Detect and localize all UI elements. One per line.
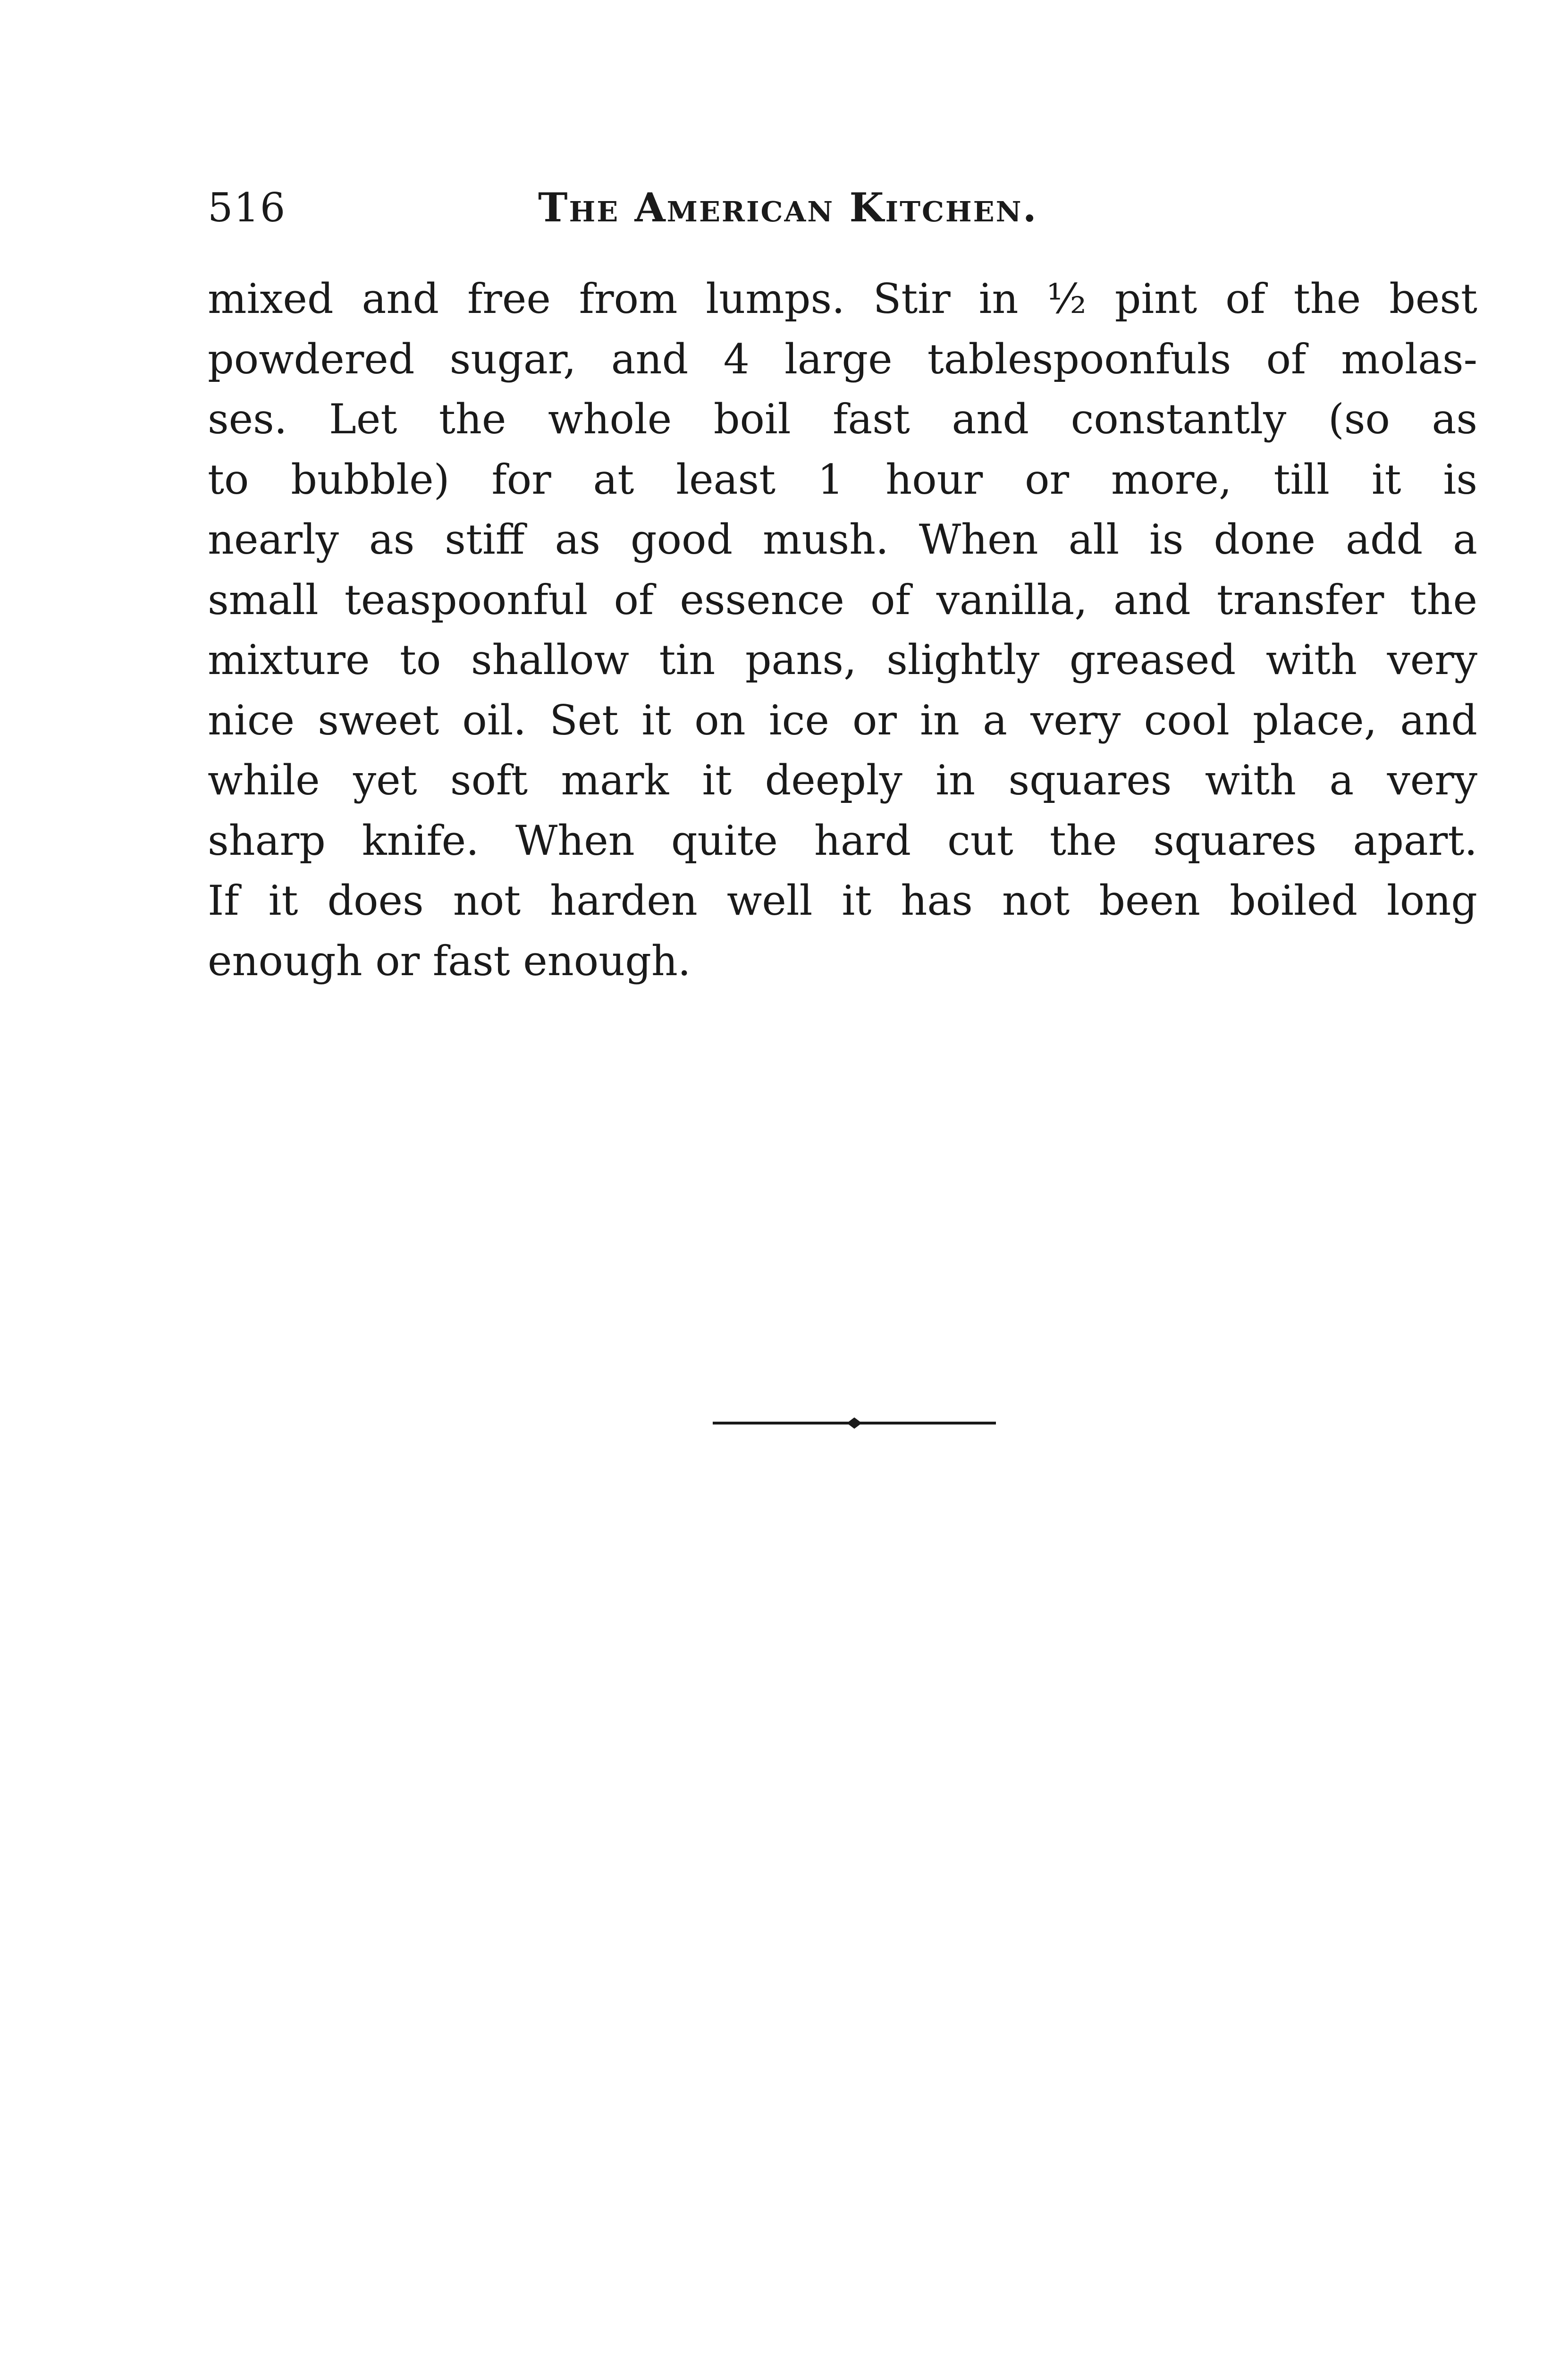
text-line: enough or fast enough. xyxy=(208,936,691,985)
running-head xyxy=(208,179,1482,236)
diamond-rule-icon xyxy=(713,1416,996,1430)
text-line: mixed and free from lumps. Stir in ½ pint of the best xyxy=(208,275,1477,323)
text-line: If it does not harden well it has not been boiled long xyxy=(208,877,1477,925)
book-title: The American Kitchen. xyxy=(538,184,1038,231)
page-number: 516 xyxy=(208,185,287,231)
text-line: ses. Let the whole boil fast and constantly (so as xyxy=(208,395,1477,443)
text-line: small teaspoonful of essence of vanilla, and transfer the xyxy=(208,575,1477,624)
text-line: to bubble) for at least 1 hour or more, till it is xyxy=(208,455,1477,504)
text-line: mixture to shallow tin pans, slightly greased with very xyxy=(208,636,1477,684)
text-line: while yet soft mark it deeply in squares with a very xyxy=(208,756,1477,804)
text-line: nearly as stiff as good mush. When all is done add a xyxy=(208,515,1477,564)
text-line: nice sweet oil. Set it on ice or in a very cool place, and xyxy=(208,696,1477,744)
body-paragraph xyxy=(208,269,1477,991)
text-line: sharp knife. When quite hard cut the squares apart. xyxy=(208,816,1477,865)
text-line: powdered sugar, and 4 large tablespoonfuls of molas- xyxy=(208,335,1477,383)
